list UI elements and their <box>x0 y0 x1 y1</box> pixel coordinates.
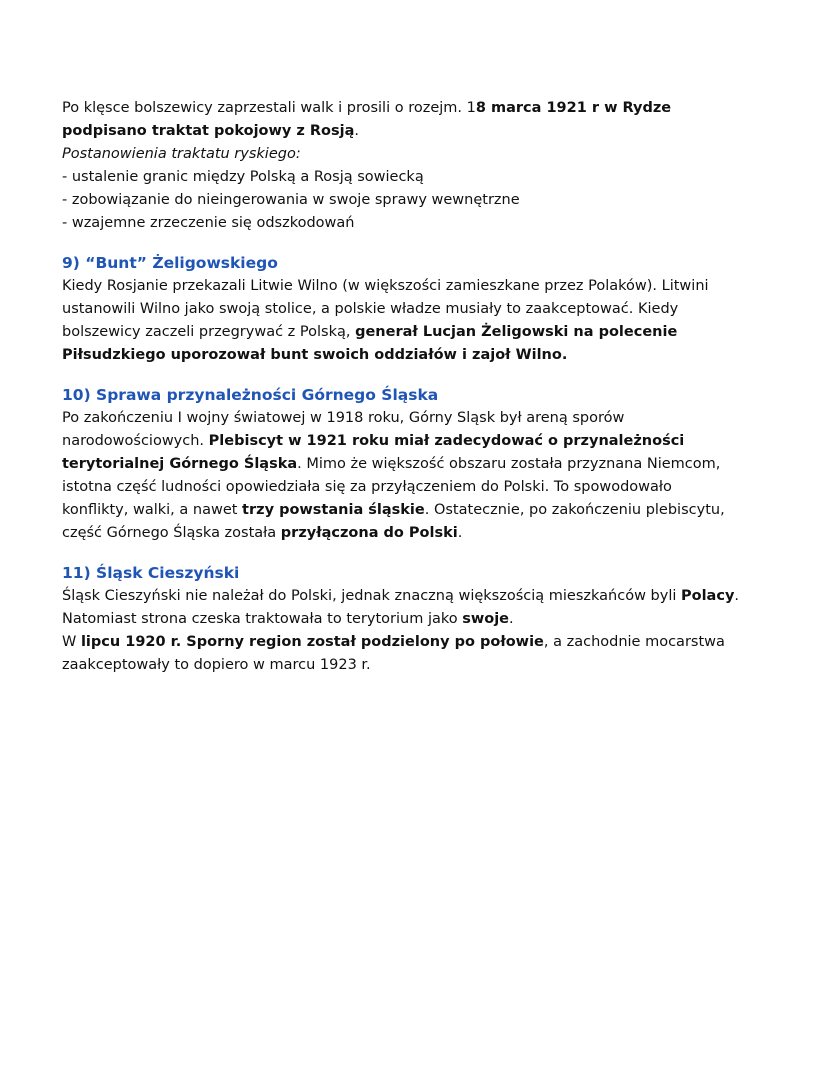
s11-bold: lipcu 1920 r. Sporny region został podzielony po połowie <box>80 634 544 650</box>
s11-text: Natomiast strona czeska traktowała to terytorium jako <box>62 611 463 627</box>
s10-line-3 <box>62 453 782 476</box>
s10-text: . Ostatecznie, po zakończeniu plebiscytu, <box>424 502 725 518</box>
s10-line-1: Po zakończeniu I wojny światowej w 1918 roku, Górny Sląsk był areną sporów <box>62 410 625 426</box>
treaty-point-3: - wzajemne zrzeczenie się odszkodowań <box>62 215 355 231</box>
spacer <box>62 545 782 561</box>
s11-bold: Polacy <box>681 588 735 604</box>
intro-text: Po klęsce bolszewicy zaprzestali walk i prosili o rozejm. 1 <box>62 100 476 116</box>
section-10-heading: 10) Sprawa przynależności Górnego Śląska <box>62 386 439 404</box>
s11-line-4: zaakceptowały to dopiero w marcu 1923 r. <box>62 657 371 673</box>
s10-bold: trzy powstania śląskie <box>242 502 425 518</box>
s10-line-4: istotna część ludności opowiedziała się za przyłączeniem do Polski. To spowodowało <box>62 479 672 495</box>
s10-text: . <box>457 525 463 541</box>
s10-bold: przyłączona do Polski <box>280 525 458 541</box>
section-9-heading: 9) “Bunt” Żeligowskiego <box>62 254 278 272</box>
treaty-point-1: - ustalenie granic między Polską a Rosją sowiecką <box>62 169 424 185</box>
intro-line-2 <box>62 120 782 143</box>
intro-line-1 <box>62 97 782 120</box>
section-11 <box>62 561 782 677</box>
s11-text: . <box>509 611 514 627</box>
intro-section <box>62 97 782 235</box>
s9-text: bolszewicy zaczeli przegrywać z Polską, <box>62 324 356 340</box>
section-10 <box>62 383 782 545</box>
s10-text: narodowościowych. <box>62 433 209 449</box>
spacer <box>62 235 782 251</box>
s11-bold: swoje <box>462 611 510 627</box>
s9-line-2: ustanowili Wilno jako swoją stolice, a polskie władze musiały to zaakceptować. Kiedy <box>62 301 679 317</box>
s10-text: . Mimo że większość obszaru została przyznana Niemcom, <box>297 456 721 472</box>
s11-text: W <box>62 634 81 650</box>
s10-text: część Górnego Śląska została <box>62 525 281 541</box>
s11-text: . <box>734 588 740 604</box>
s10-line-2 <box>62 430 782 453</box>
document-page <box>62 97 782 677</box>
section-11-heading: 11) Śląsk Cieszyński <box>62 564 240 582</box>
s11-text: Śląsk Cieszyński nie należał do Polski, jednak znaczną większością mieszkańców byli <box>62 588 681 604</box>
s10-text: konflikty, walki, a nawet <box>62 502 243 518</box>
s9-line-4: Piłsudzkiego uporozował bunt swoich oddziałów i zajoł Wilno. <box>62 347 568 363</box>
s10-line-6 <box>62 522 782 545</box>
treaty-point-2: - zobowiązanie do nieingerowania w swoje sprawy wewnętrzne <box>62 192 520 208</box>
s11-line-1 <box>62 585 782 608</box>
s11-text: , a zachodnie mocarstwa <box>543 634 725 650</box>
s10-bold: Plebiscyt w 1921 roku miał zadecydować o przynależności <box>208 433 685 449</box>
s9-line-1: Kiedy Rosjanie przekazali Litwie Wilno (w większości zamieszkane przez Polaków). Litwini <box>62 278 709 294</box>
s10-line-5 <box>62 499 782 522</box>
treaty-provisions-heading: Postanowienia traktatu ryskiego: <box>62 146 301 162</box>
s11-line-2 <box>62 608 782 631</box>
s9-line-3 <box>62 321 782 344</box>
treaty-date-bold: 8 marca 1921 r w Rydze <box>475 100 672 116</box>
s9-bold: generał Lucjan Żeligowski na polecenie <box>355 324 678 340</box>
s11-line-3 <box>62 631 782 654</box>
punctuation: . <box>354 123 360 139</box>
spacer <box>62 367 782 383</box>
s10-bold: terytorialnej Górnego Śląska <box>62 456 298 472</box>
section-9 <box>62 251 782 367</box>
treaty-signed-bold: podpisano traktat pokojowy z Rosją <box>62 123 355 139</box>
